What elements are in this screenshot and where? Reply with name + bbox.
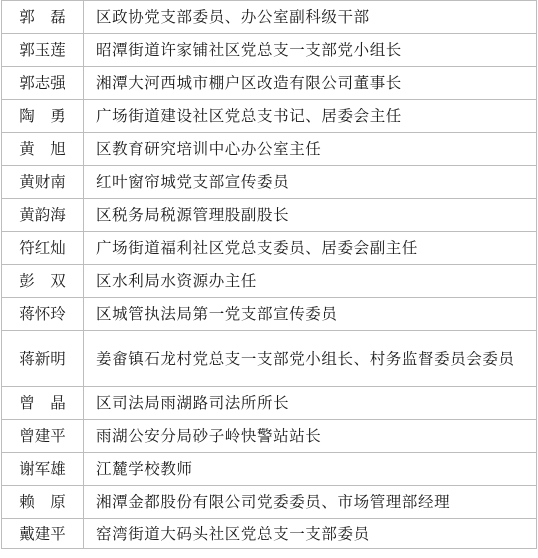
- table-row: [2, 232, 537, 265]
- table-row: [2, 265, 537, 298]
- member-name: 戴建平: [2, 519, 84, 549]
- table-row: [2, 420, 537, 453]
- member-name: 蒋怀玲: [2, 298, 84, 331]
- member-position: 雨湖公安分局砂子岭快警站站长: [84, 420, 537, 453]
- table-row: [2, 133, 537, 166]
- table-row: [2, 519, 537, 549]
- member-position: 区教育研究培训中心办公室主任: [84, 133, 537, 166]
- table-row: [2, 100, 537, 133]
- member-name: 郭志强: [2, 67, 84, 100]
- member-position: 区水利局水资源办主任: [84, 265, 537, 298]
- member-name: 赖 原: [2, 486, 84, 519]
- table-row: [2, 67, 537, 100]
- member-position: 区司法局雨湖路司法所所长: [84, 387, 537, 420]
- member-position: 湘潭金都股份有限公司党委委员、市场管理部经理: [84, 486, 537, 519]
- member-position: 红叶窗帘城党支部宣传委员: [84, 166, 537, 199]
- member-name: 郭 磊: [2, 1, 84, 34]
- member-name: 谢军雄: [2, 453, 84, 486]
- member-position: 湘潭大河西城市棚户区改造有限公司董事长: [84, 67, 537, 100]
- member-position: 昭潭街道许家铺社区党总支一支部党小组长: [84, 34, 537, 67]
- roster-body: [2, 1, 537, 549]
- table-row: [2, 34, 537, 67]
- member-name: 黄财南: [2, 166, 84, 199]
- member-position: 江麓学校教师: [84, 453, 537, 486]
- table-row: [2, 166, 537, 199]
- member-position: 区城管执法局第一党支部宣传委员: [84, 298, 537, 331]
- table-row: [2, 1, 537, 34]
- member-position: 区税务局税源管理股副股长: [84, 199, 537, 232]
- member-position: 窑湾街道大码头社区党总支一支部委员: [84, 519, 537, 549]
- member-position: 姜畲镇石龙村党总支一支部党小组长、村务监督委员会委员: [84, 331, 537, 387]
- table-row: [2, 298, 537, 331]
- member-position: 广场街道建设社区党总支书记、居委会主任: [84, 100, 537, 133]
- member-name: 曾 晶: [2, 387, 84, 420]
- member-position: 区政协党支部委员、办公室副科级干部: [84, 1, 537, 34]
- table-row: [2, 387, 537, 420]
- member-name: 符红灿: [2, 232, 84, 265]
- member-name: 蒋新明: [2, 331, 84, 387]
- roster-table: [1, 0, 537, 549]
- table-row: [2, 331, 537, 387]
- member-position: 广场街道福利社区党总支委员、居委会副主任: [84, 232, 537, 265]
- member-name: 黄 旭: [2, 133, 84, 166]
- member-name: 彭 双: [2, 265, 84, 298]
- member-name: 黄韵海: [2, 199, 84, 232]
- table-row: [2, 199, 537, 232]
- member-name: 陶 勇: [2, 100, 84, 133]
- table-row: [2, 453, 537, 486]
- member-name: 曾建平: [2, 420, 84, 453]
- member-name: 郭玉莲: [2, 34, 84, 67]
- table-row: [2, 486, 537, 519]
